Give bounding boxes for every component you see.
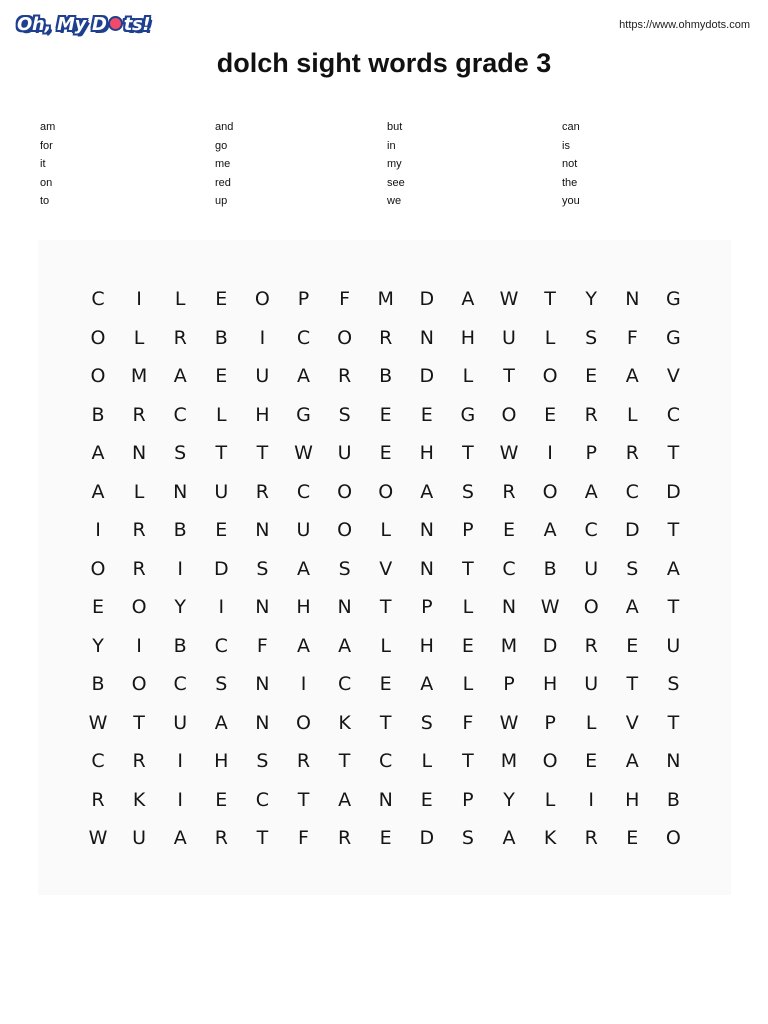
grid-letter[interactable]: B — [91, 403, 105, 426]
grid-letter[interactable]: C — [214, 634, 228, 657]
grid-letter[interactable]: K — [543, 827, 557, 849]
grid-letter[interactable]: A — [584, 480, 598, 503]
grid-letter[interactable]: U — [296, 519, 311, 541]
grid-letter[interactable]: T — [462, 750, 474, 772]
grid-letter[interactable]: C — [379, 750, 393, 772]
word-list-item: it — [40, 158, 46, 170]
word-list-item: we — [387, 195, 402, 207]
grid-letter[interactable]: R — [214, 827, 228, 849]
grid-letter[interactable]: T — [133, 711, 145, 734]
grid-letter[interactable]: L — [462, 596, 474, 618]
logo-text-end: ts! — [123, 14, 151, 35]
grid-letter[interactable]: E — [91, 596, 104, 618]
grid-letter[interactable]: N — [337, 596, 352, 618]
grid-letter[interactable]: R — [132, 750, 146, 772]
grid-letter[interactable]: U — [584, 557, 599, 580]
word-list-item: on — [40, 176, 53, 189]
grid-letter[interactable]: E — [420, 788, 433, 811]
grid-letter[interactable]: C — [296, 480, 311, 503]
grid-letter[interactable]: N — [625, 288, 640, 310]
grid-letter[interactable]: A — [214, 711, 228, 734]
grid-letter[interactable]: A — [297, 557, 310, 580]
grid-letter[interactable]: L — [462, 365, 474, 387]
grid-letter[interactable]: E — [215, 788, 228, 811]
grid-letter[interactable]: A — [297, 365, 310, 387]
grid-letter[interactable]: A — [502, 827, 516, 849]
letter-grid — [38, 240, 731, 895]
grid-letter[interactable]: T — [256, 827, 269, 849]
grid-letter[interactable]: P — [462, 519, 474, 541]
grid-letter[interactable]: Y — [503, 788, 515, 811]
word-list-item: my — [387, 158, 402, 170]
grid-letter[interactable]: N — [255, 673, 270, 695]
word-list — [40, 121, 740, 217]
grid-letter[interactable]: S — [174, 442, 187, 464]
grid-letter[interactable]: T — [215, 442, 228, 464]
grid-letter[interactable]: A — [173, 365, 187, 387]
grid-letter[interactable]: C — [337, 673, 352, 695]
logo-text-start: Oh, My D — [17, 14, 107, 35]
grid-letter[interactable]: H — [296, 596, 311, 618]
grid-letter[interactable]: O — [542, 480, 558, 503]
grid-letter[interactable]: S — [461, 827, 474, 849]
grid-letter[interactable]: N — [173, 480, 188, 503]
grid-letter[interactable]: L — [544, 326, 556, 349]
grid-letter[interactable]: E — [420, 403, 433, 426]
grid-letter[interactable]: S — [667, 673, 680, 695]
word-list-item: to — [40, 195, 50, 207]
oh-my-dots-logo[interactable] — [17, 12, 150, 38]
grid-letter[interactable]: P — [503, 673, 515, 695]
grid-letter[interactable]: T — [462, 442, 474, 464]
grid-letter[interactable]: B — [214, 326, 228, 349]
grid-letter[interactable]: G — [666, 288, 681, 310]
grid-letter[interactable]: P — [421, 596, 433, 618]
grid-letter[interactable]: E — [502, 519, 515, 541]
grid-letter[interactable]: R — [132, 403, 146, 426]
grid-letter[interactable]: S — [626, 557, 639, 580]
grid-letter[interactable]: B — [666, 788, 680, 811]
grid-letter[interactable]: C — [91, 750, 105, 772]
grid-letter[interactable]: H — [214, 750, 229, 772]
grid-letter[interactable]: P — [462, 788, 474, 811]
grid-letter[interactable]: B — [91, 673, 105, 695]
grid-letter[interactable]: F — [339, 288, 351, 310]
grid-letter[interactable]: U — [255, 365, 270, 387]
grid-letter[interactable]: F — [298, 827, 309, 849]
word-list-item: go — [215, 139, 228, 152]
grid-letter[interactable]: A — [625, 750, 639, 772]
grid-letter[interactable]: E — [585, 365, 598, 387]
grid-letter[interactable]: O — [254, 288, 270, 310]
grid-letter[interactable]: O — [90, 365, 106, 387]
grid-letter[interactable]: C — [296, 326, 311, 349]
word-list-item: in — [387, 139, 396, 152]
grid-letter[interactable]: I — [177, 557, 183, 580]
grid-letter[interactable]: T — [379, 711, 392, 734]
grid-letter[interactable]: A — [461, 288, 475, 310]
grid-letter[interactable]: E — [585, 750, 598, 772]
grid-letter[interactable]: U — [502, 326, 516, 349]
grid-letter[interactable]: I — [547, 442, 553, 464]
grid-letter[interactable]: L — [174, 288, 186, 310]
grid-letter[interactable]: D — [542, 634, 558, 657]
grid-letter[interactable]: H — [542, 673, 558, 695]
grid-letter[interactable]: N — [255, 519, 270, 541]
grid-letter[interactable]: R — [132, 557, 146, 580]
grid-letter[interactable]: O — [665, 827, 681, 849]
page-title: dolch sight words grade 3 — [216, 48, 552, 78]
grid-letter[interactable]: O — [542, 750, 558, 772]
grid-letter[interactable]: A — [666, 557, 680, 580]
grid-letter[interactable]: C — [502, 557, 516, 580]
grid-letter[interactable]: S — [338, 557, 351, 580]
grid-letter[interactable]: R — [337, 365, 352, 387]
grid-letter[interactable]: H — [419, 442, 434, 464]
grid-letter[interactable]: L — [585, 711, 597, 734]
grid-letter[interactable]: W — [540, 596, 560, 618]
grid-letter[interactable]: B — [173, 634, 187, 657]
grid-letter[interactable]: R — [584, 827, 598, 849]
grid-letter[interactable]: R — [502, 480, 516, 503]
grid-letter[interactable]: T — [503, 365, 515, 387]
grid-letter[interactable]: T — [338, 750, 351, 772]
grid-letter[interactable]: N — [666, 750, 681, 772]
grid-letter[interactable]: W — [88, 711, 108, 734]
grid-letter[interactable]: V — [666, 365, 680, 387]
grid-letter[interactable]: C — [173, 673, 187, 695]
grid-letter[interactable]: E — [215, 288, 228, 310]
grid-letter[interactable]: U — [666, 634, 681, 657]
grid-letter[interactable]: L — [380, 519, 391, 541]
grid-letter[interactable]: R — [584, 403, 598, 426]
grid-letter[interactable]: T — [297, 788, 310, 811]
grid-letter[interactable]: S — [585, 326, 598, 349]
grid-letter[interactable]: U — [337, 442, 352, 464]
grid-letter[interactable]: M — [500, 750, 518, 772]
grid-letter[interactable]: R — [625, 442, 639, 464]
grid-letter[interactable]: S — [461, 480, 474, 503]
grid-letter[interactable]: S — [338, 403, 351, 426]
grid-letter[interactable]: R — [584, 634, 598, 657]
grid-letter[interactable]: A — [420, 480, 434, 503]
grid-letter[interactable]: B — [379, 365, 393, 387]
grid-letter[interactable]: A — [420, 673, 434, 695]
grid-letter[interactable]: A — [338, 634, 352, 657]
grid-letter[interactable]: E — [461, 634, 474, 657]
grid-letter[interactable]: E — [626, 827, 639, 849]
grid-letter[interactable]: O — [337, 519, 353, 541]
grid-letter[interactable]: H — [460, 326, 476, 349]
grid-letter[interactable]: I — [95, 519, 101, 541]
grid-letter[interactable]: E — [379, 403, 392, 426]
grid-letter[interactable]: I — [136, 634, 142, 657]
grid-letter[interactable]: O — [131, 673, 147, 695]
grid-letter[interactable]: R — [296, 750, 311, 772]
word-list-item: but — [387, 121, 403, 133]
site-url[interactable]: https://www.ohmydots.com — [619, 19, 750, 31]
grid-letter[interactable]: D — [624, 519, 640, 541]
grid-letter[interactable]: E — [379, 673, 392, 695]
grid-letter[interactable]: K — [338, 711, 351, 734]
word-list-item: is — [562, 139, 570, 152]
grid-letter[interactable]: A — [338, 788, 352, 811]
word-list-item: see — [387, 176, 405, 189]
grid-letter[interactable]: D — [419, 365, 435, 387]
grid-letter[interactable]: T — [667, 442, 680, 464]
grid-letter[interactable]: P — [544, 711, 556, 734]
word-list-item: and — [215, 121, 234, 133]
grid-letter[interactable]: D — [666, 480, 681, 503]
word-list-item: red — [215, 176, 231, 189]
grid-letter[interactable]: B — [173, 519, 187, 541]
grid-letter[interactable]: F — [256, 634, 268, 657]
grid-letter[interactable]: A — [297, 634, 310, 657]
grid-letter[interactable]: G — [666, 326, 681, 349]
grid-letter[interactable]: I — [218, 596, 225, 618]
grid-letter[interactable]: E — [544, 403, 557, 426]
grid-letter[interactable]: D — [419, 288, 435, 310]
grid-letter[interactable]: O — [296, 711, 311, 734]
grid-letter[interactable]: H — [625, 788, 640, 811]
grid-letter[interactable]: O — [90, 557, 106, 580]
grid-letter[interactable]: E — [215, 519, 228, 541]
grid-letter[interactable]: R — [132, 519, 146, 541]
word-list-item: up — [215, 195, 228, 207]
grid-letter[interactable]: S — [256, 557, 269, 580]
grid-letter[interactable]: T — [667, 519, 680, 541]
grid-letter[interactable]: A — [625, 365, 639, 387]
grid-letter[interactable]: T — [256, 442, 269, 464]
grid-letter[interactable]: W — [88, 827, 108, 849]
grid-letter[interactable]: L — [380, 634, 391, 657]
grid-letter[interactable]: R — [379, 326, 393, 349]
grid-letter[interactable]: I — [300, 673, 307, 695]
grid-letter[interactable]: L — [462, 673, 474, 695]
grid-letter[interactable]: U — [132, 827, 147, 849]
grid-letter[interactable]: Y — [585, 288, 597, 310]
grid-letter[interactable]: U — [214, 480, 229, 503]
grid-letter[interactable]: U — [173, 711, 188, 734]
grid-letter[interactable]: M — [377, 288, 394, 310]
word-list-item: for — [40, 139, 53, 152]
grid-letter[interactable]: T — [626, 673, 639, 695]
grid-letter[interactable]: F — [462, 711, 474, 734]
grid-letter[interactable]: I — [588, 788, 594, 811]
grid-letter[interactable]: A — [91, 480, 105, 503]
grid-letter[interactable]: W — [499, 711, 519, 734]
grid-letter[interactable]: W — [499, 288, 519, 310]
grid-letter[interactable]: C — [255, 788, 270, 811]
grid-letter[interactable]: C — [584, 519, 598, 541]
word-search-panel — [38, 240, 731, 895]
word-list-item: the — [562, 176, 578, 189]
grid-letter[interactable]: N — [131, 442, 147, 464]
word-list-item: you — [562, 195, 580, 207]
grid-letter[interactable]: N — [419, 519, 434, 541]
grid-letter[interactable]: C — [666, 403, 681, 426]
grid-letter[interactable]: S — [256, 750, 269, 772]
grid-letter[interactable]: L — [544, 788, 556, 811]
grid-letter[interactable]: F — [626, 326, 638, 349]
grid-letter[interactable]: L — [627, 403, 638, 426]
grid-letter[interactable]: Y — [92, 634, 104, 657]
grid-letter[interactable]: N — [419, 557, 434, 580]
grid-letter[interactable]: L — [216, 403, 227, 426]
grid-letter[interactable]: R — [255, 480, 269, 503]
grid-letter[interactable]: O — [542, 365, 558, 387]
word-list-item: can — [562, 121, 580, 133]
grid-letter[interactable]: A — [91, 442, 105, 464]
grid-letter[interactable]: C — [91, 288, 105, 310]
word-list-item: me — [215, 158, 231, 170]
grid-letter[interactable]: C — [173, 403, 187, 426]
grid-letter[interactable]: E — [379, 827, 392, 849]
grid-letter[interactable]: R — [337, 827, 352, 849]
grid-letter[interactable]: A — [543, 519, 557, 541]
grid-letter[interactable]: M — [130, 365, 148, 387]
grid-letter[interactable]: H — [255, 403, 270, 426]
grid-letter[interactable]: M — [500, 634, 518, 657]
grid-letter[interactable]: O — [337, 326, 353, 349]
grid-letter[interactable]: T — [462, 557, 474, 580]
grid-letter[interactable]: N — [419, 326, 434, 349]
grid-letter[interactable]: D — [213, 557, 229, 580]
grid-letter[interactable]: C — [625, 480, 639, 503]
grid-letter[interactable]: H — [419, 634, 434, 657]
grid-letter[interactable]: S — [215, 673, 228, 695]
grid-letter[interactable]: O — [501, 403, 517, 426]
grid-letter[interactable]: P — [585, 442, 597, 464]
grid-letter[interactable]: R — [173, 326, 187, 349]
logo-dot-icon — [108, 16, 123, 31]
grid-letter[interactable]: N — [255, 596, 270, 618]
grid-letter[interactable]: T — [379, 596, 392, 618]
grid-letter[interactable]: E — [215, 365, 228, 387]
grid-letter[interactable]: L — [421, 750, 433, 772]
grid-letter[interactable]: P — [297, 288, 310, 310]
grid-letter[interactable]: O — [583, 596, 599, 618]
grid-letter[interactable]: Y — [174, 596, 186, 618]
grid-letter[interactable]: O — [90, 326, 106, 349]
grid-letter[interactable]: L — [133, 326, 145, 349]
grid-letter[interactable]: K — [132, 788, 146, 811]
word-list-item: not — [562, 158, 578, 170]
grid-letter[interactable]: T — [667, 711, 680, 734]
grid-letter[interactable]: S — [420, 711, 433, 734]
grid-letter[interactable]: T — [667, 596, 680, 618]
grid-letter[interactable]: G — [460, 403, 476, 426]
grid-letter[interactable]: W — [294, 442, 313, 464]
grid-letter[interactable]: I — [177, 750, 183, 772]
grid-letter[interactable]: A — [173, 827, 187, 849]
grid-letter[interactable]: G — [296, 403, 311, 426]
grid-letter[interactable]: B — [543, 557, 557, 580]
grid-letter[interactable]: I — [259, 326, 266, 349]
grid-letter[interactable]: L — [133, 480, 145, 503]
grid-letter[interactable]: R — [91, 788, 105, 811]
grid-letter[interactable]: T — [544, 288, 556, 310]
grid-letter[interactable]: V — [379, 557, 393, 580]
grid-letter[interactable]: W — [499, 442, 519, 464]
grid-letter[interactable]: A — [625, 596, 639, 618]
page-header — [0, 0, 768, 50]
grid-letter[interactable]: O — [131, 596, 147, 618]
grid-letter[interactable]: N — [378, 788, 393, 811]
grid-letter[interactable]: O — [378, 480, 394, 503]
grid-letter[interactable]: O — [337, 480, 353, 503]
grid-letter[interactable]: E — [379, 442, 392, 464]
grid-letter[interactable]: V — [625, 711, 639, 734]
grid-letter[interactable]: D — [419, 827, 435, 849]
grid-letter[interactable]: U — [584, 673, 599, 695]
grid-letter[interactable]: N — [501, 596, 517, 618]
grid-letter[interactable]: E — [626, 634, 639, 657]
grid-letter[interactable]: I — [177, 788, 183, 811]
grid-letter[interactable]: I — [136, 288, 142, 310]
word-list-item: am — [40, 121, 56, 133]
grid-letter[interactable]: N — [255, 711, 270, 734]
